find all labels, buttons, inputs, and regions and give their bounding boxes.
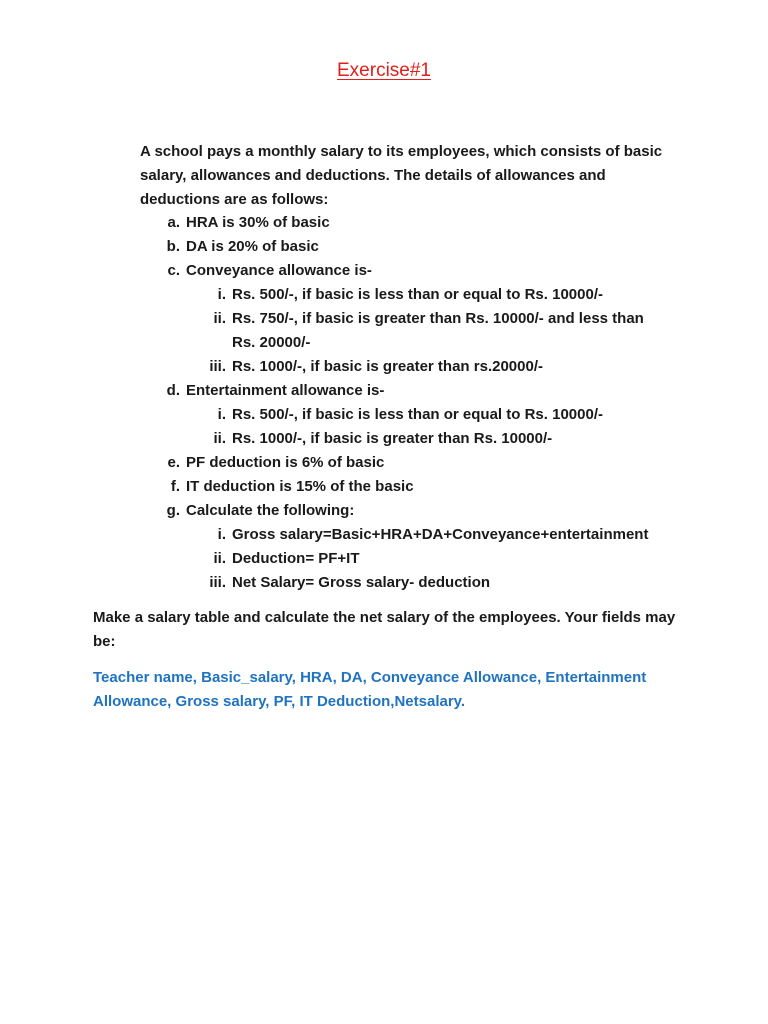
list-subitem — [140, 571, 700, 595]
list-marker: iii. — [209, 358, 226, 375]
list-item-text: IT deduction is 15% of the basic — [186, 478, 414, 495]
list-item-text: DA is 20% of basic — [186, 238, 319, 255]
list-item-text: Rs. 500/-, if basic is less than or equal to Rs. 10000/- — [232, 286, 603, 303]
intro-paragraph: A school pays a monthly salary to its employees, which consists of basic salary, allowances and deductions. The details of allowances and deductions are as follows: — [140, 143, 663, 208]
list-marker: i. — [217, 526, 226, 543]
list-subitem — [140, 403, 700, 427]
list-marker: ii. — [213, 430, 226, 447]
list-item-text: Rs. 1000/-, if basic is greater than rs.20000/- — [232, 358, 543, 375]
list-marker: iii. — [209, 574, 226, 591]
list-item-text: Entertainment allowance is- — [186, 382, 385, 399]
list-item-text: Net Salary= Gross salary- deduction — [232, 574, 491, 591]
list-subitem — [140, 427, 700, 451]
list-marker: ii. — [213, 310, 226, 327]
list-subitem — [140, 523, 700, 547]
list-item-text: Rs. 20000/- — [232, 334, 311, 351]
list-item-text: HRA is 30% of basic — [186, 214, 330, 231]
list-marker: d. — [166, 382, 180, 399]
list-marker: b. — [166, 238, 180, 255]
list-marker: f. — [170, 478, 180, 495]
list-marker: g. — [166, 502, 180, 519]
list-item-text: Rs. 750/-, if basic is greater than Rs. 10000/- and less than — [232, 310, 644, 327]
exercise-title: Exercise#1 — [337, 60, 431, 81]
allowance-list — [140, 211, 700, 595]
list-marker: i. — [217, 286, 226, 303]
list-subitem-continuation — [140, 331, 700, 355]
list-item-text: Gross salary=Basic+HRA+DA+Conveyance+entertainment — [232, 526, 649, 543]
instruction-paragraph: Make a salary table and calculate the net salary of the employees. Your fields may be: — [93, 609, 676, 650]
list-marker: a. — [167, 214, 180, 231]
list-item — [140, 499, 700, 523]
list-item — [140, 259, 700, 283]
list-item-text: Deduction= PF+IT — [232, 550, 360, 567]
list-item-text: PF deduction is 6% of basic — [186, 454, 385, 471]
fields-list: Teacher name, Basic_salary, HRA, DA, Conveyance Allowance, Entertainment Allowance, Gross salary, PF, IT Deduction,Netsalary. — [93, 669, 647, 710]
list-item-text: Rs. 1000/-, if basic is greater than Rs. 10000/- — [232, 430, 553, 447]
list-item — [140, 379, 700, 403]
list-item — [140, 211, 700, 235]
list-item-text: Conveyance allowance is- — [186, 262, 372, 279]
list-subitem — [140, 283, 700, 307]
list-item — [140, 235, 700, 259]
list-marker: e. — [167, 454, 180, 471]
list-item-text: Calculate the following: — [186, 502, 355, 519]
list-marker: c. — [167, 262, 180, 279]
list-marker: ii. — [213, 550, 226, 567]
list-item — [140, 451, 700, 475]
list-item — [140, 475, 700, 499]
list-subitem — [140, 355, 700, 379]
list-item-text: Rs. 500/-, if basic is less than or equal to Rs. 10000/- — [232, 406, 603, 423]
list-marker: i. — [217, 406, 226, 423]
list-subitem — [140, 307, 700, 331]
list-subitem — [140, 547, 700, 571]
